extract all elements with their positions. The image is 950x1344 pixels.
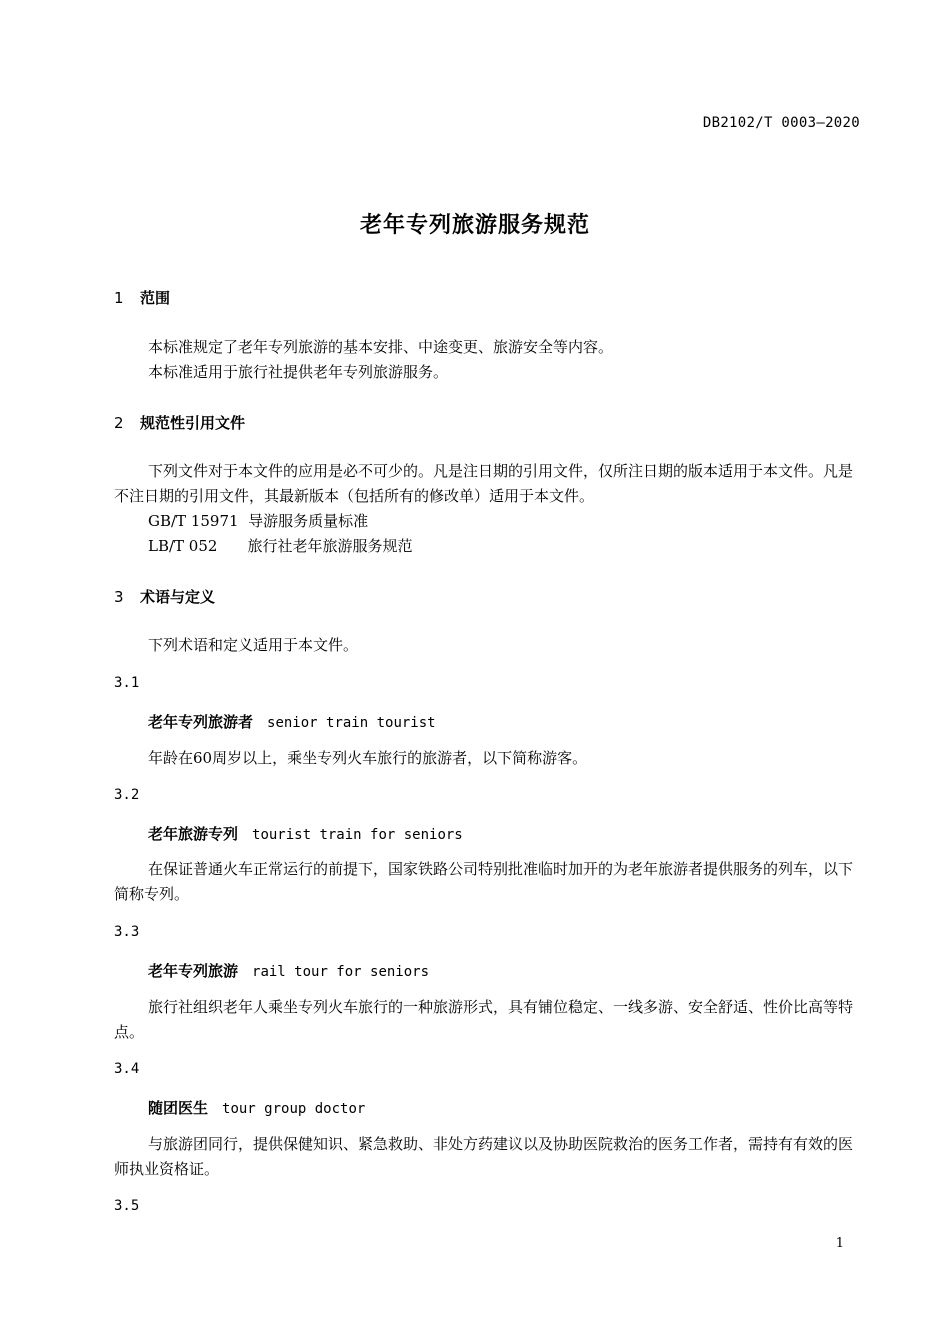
term-definition [114,1132,860,1182]
section-number: 1 [114,289,124,307]
term-heading [148,823,463,844]
reference-name: 旅行社老年旅游服务规范 [247,537,413,555]
reference-item [114,509,860,534]
section-number: 3 [114,588,124,606]
term-english: tourist train for seniors [252,827,463,843]
term-english: senior train tourist [267,715,436,731]
term-chinese: 随团医生 [148,1099,209,1117]
definition-text: 与旅游团同行，提供保健知识、紧急救助、非处方药建议以及协助医院救治的医务工作者，需持有有效的医师执业资格证。 [114,1135,854,1178]
term-number: 3.3 [114,924,140,940]
section-2-heading [114,412,245,433]
term-definition [114,746,860,771]
paragraph: 本标准规定了老年专列旅游的基本安排、中途变更、旅游安全等内容。 [148,338,614,356]
section-1-heading [114,287,170,308]
paragraph: 下列文件对于本文件的应用是必不可少的。凡是注日期的引用文件，仅所注日期的版本适用于本文件。凡是不注日期的引用文件，其最新版本（包括所有的修改单）适用于本文件。 [114,462,854,505]
term-english: tour group doctor [222,1101,366,1117]
standard-code: DB2102/T 0003—2020 [702,115,860,131]
definition-text: 旅行社组织老年人乘坐专列火车旅行的一种旅游形式，具有铺位稳定、一线多游、安全舒适、性价比高等特点。 [114,998,854,1041]
term-definition [114,995,860,1045]
paragraph: 下列术语和定义适用于本文件。 [148,636,359,654]
term-number: 3.2 [114,787,140,803]
term-heading [148,711,436,732]
term-chinese: 老年专列旅游者 [148,713,254,731]
section-title: 规范性引用文件 [140,414,246,432]
reference-item [114,534,860,559]
definition-text: 在保证普通火车正常运行的前提下，国家铁路公司特别批准临时加开的为老年旅游者提供服务的列车，以下简称专列。 [114,860,854,903]
section-number: 2 [114,414,124,432]
paragraph: 本标准适用于旅行社提供老年专列旅游服务。 [148,363,449,381]
term-number: 3.5 [114,1198,140,1214]
reference-code: GB/T 15971 [148,512,239,530]
reference-name: 导游服务质量标准 [248,512,369,530]
term-heading [148,1097,365,1118]
term-english: rail tour for seniors [252,964,430,980]
term-number: 3.4 [114,1061,140,1077]
definition-text: 年龄在60周岁以上，乘坐专列火车旅行的旅游者，以下简称游客。 [148,749,588,767]
document-title: 老年专列旅游服务规范 [359,213,590,238]
section-3-heading [114,586,215,607]
term-chinese: 老年专列旅游 [148,962,239,980]
term-chinese: 老年旅游专列 [148,825,239,843]
term-heading [148,960,429,981]
section-1-body [114,335,860,385]
term-definition [114,857,860,907]
term-number: 3.1 [114,675,140,691]
section-title: 范围 [140,289,171,307]
page-number: 1 [835,1236,844,1251]
section-2-body [114,459,860,559]
section-title: 术语与定义 [140,588,216,606]
section-3-intro [114,633,860,658]
reference-code: LB/T 052 [148,537,218,555]
